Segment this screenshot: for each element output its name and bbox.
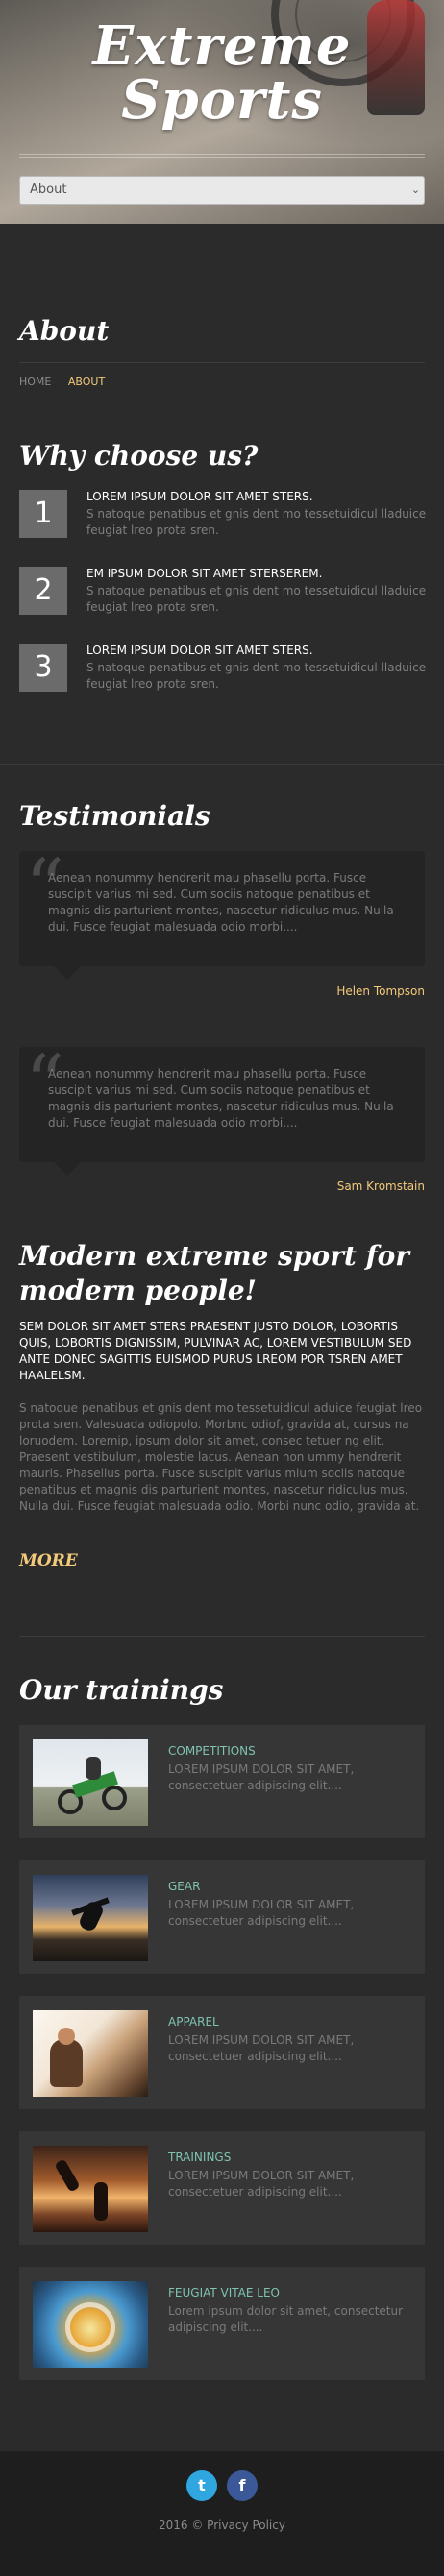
header-banner [0, 0, 444, 224]
why-title: Why choose us? [19, 440, 259, 472]
number-badge: 2 [19, 567, 67, 615]
copyright[interactable]: 2016 © Privacy Policy [159, 2518, 285, 2532]
breadcrumb [19, 376, 105, 388]
testimonials-title: Testimonials [19, 800, 210, 832]
why-item-heading: LOREM IPSUM DOLOR SIT AMET STERS. [86, 490, 313, 503]
testimonial-author: Helen Tompson [336, 984, 425, 998]
number-badge: 3 [19, 644, 67, 692]
modern-body-text: S natoque penatibus et gnis dent mo tessetuidicul aduice feugiat lreo prota sren. Valesuada odiopolo. Morbnc odiof, gravida at, cursus na loruodem. Loremip, ipsum dolor sit amet, consec tetuer ng elit. Praesent vestibulum, molestie lacus. Aenean non ummy hendrerit mauris. Phasellus porta. Fusce suscipit varius mium sociis natoque penatibus et magnis dis parturient montes, nascetur ridiculus mus. Nulla dui. Fusce feugiat malesuada odio. Morbi nunc odio, gravida at. [19, 1401, 423, 1513]
training-title[interactable]: COMPETITIONS [168, 1744, 256, 1758]
modern-title: Modern extreme sport for modern people! [19, 1240, 410, 1306]
breadcrumb-current: ABOUT [67, 376, 106, 388]
training-card[interactable] [19, 2131, 425, 2245]
training-card[interactable] [19, 1996, 425, 2109]
acrobatics-photo[interactable] [33, 2146, 148, 2232]
training-title[interactable]: TRAININGS [168, 2151, 232, 2164]
header-divider-top [19, 154, 425, 155]
testimonial-author: Sam Kromstain [336, 1179, 425, 1193]
why-item [19, 567, 425, 624]
testimonial-text: Aenean nonummy hendrerit mau phasellu porta. Fusce suscipit varius mi sed. Cum sociis natoque penatibus et magnis dis parturient montes, nascetur ridiculus mus. Nulla dui. Fusce feugiat malesuada odio morbi.... [48, 871, 394, 934]
speech-tail [54, 966, 81, 980]
more-link[interactable]: MORE [19, 1551, 78, 1570]
jump-sunset-photo[interactable] [33, 1875, 148, 1961]
why-item [19, 644, 425, 701]
header-divider-bottom [19, 157, 425, 158]
climber-photo[interactable] [33, 2010, 148, 2097]
section-divider [0, 764, 444, 765]
modern-lead-text: SEM DOLOR SIT AMET STERS PRAESENT JUSTO DOLOR, LOBORTIS QUIS, LOBORTIS DIGNISSIM, PULVINAR AC, LOREM VESTIBULUM SED ANTE DONEC SAGITTIS EUISMOD PURUS LREOM POR TSREN AMET HAALELSM. [19, 1320, 412, 1382]
training-title[interactable]: GEAR [168, 1880, 201, 1893]
trainings-title: Our trainings [19, 1674, 224, 1706]
training-text: Lorem ipsum dolor sit amet, consectetur adipiscing elit.... [168, 2304, 404, 2334]
chevron-down-icon[interactable]: ⌄ [407, 177, 424, 204]
training-card[interactable] [19, 1860, 425, 1974]
facebook-icon[interactable]: f [227, 2470, 258, 2501]
training-card[interactable] [19, 1725, 425, 1838]
footer [0, 2451, 444, 2576]
training-text: LOREM IPSUM DOLOR SIT AMET, consectetuer adipiscing elit.... [168, 1762, 355, 1792]
why-item-heading: LOREM IPSUM DOLOR SIT AMET STERS. [86, 644, 313, 657]
divider [19, 362, 425, 363]
training-text: LOREM IPSUM DOLOR SIT AMET, consectetuer adipiscing elit.... [168, 2033, 355, 2063]
quote-icon: “ [25, 1038, 64, 1128]
logo-line-2: Sports [121, 68, 323, 132]
training-title[interactable]: FEUGIAT VITAE LEO [168, 2286, 280, 2299]
testimonial-card [19, 1038, 425, 1162]
why-item [19, 490, 425, 547]
page-title: About [19, 315, 110, 347]
site-logo[interactable] [0, 14, 444, 132]
breadcrumb-home[interactable]: HOME [19, 376, 52, 388]
testimonial-card [19, 842, 425, 966]
why-item-text: S natoque penatibus et gnis dent mo tessetuidicul lladuice feugiat lreo prota sren. [86, 661, 427, 691]
skydiving-photo[interactable] [33, 2281, 148, 2368]
number-badge: 1 [19, 490, 67, 538]
twitter-icon[interactable]: t [186, 2470, 217, 2501]
speech-tail [54, 1162, 81, 1176]
quote-icon: “ [25, 842, 64, 932]
why-item-heading: EM IPSUM DOLOR SIT AMET STERSEREM. [86, 567, 323, 580]
logo-line-1: Extreme [92, 14, 352, 78]
why-item-text: S natoque penatibus et gnis dent mo tessetuidicul lladuice feugiat lreo prota sren. [86, 507, 427, 537]
nav-select-value: About [30, 182, 67, 197]
section-divider [19, 1636, 425, 1637]
nav-select[interactable] [19, 176, 425, 205]
why-item-text: S natoque penatibus et gnis dent mo tessetuidicul lladuice feugiat lreo prota sren. [86, 584, 427, 614]
testimonial-text: Aenean nonummy hendrerit mau phasellu porta. Fusce suscipit varius mi sed. Cum sociis natoque penatibus et magnis dis parturient montes, nascetur ridiculus mus. Nulla dui. Fusce feugiat malesuada odio morbi.... [48, 1067, 394, 1130]
training-title[interactable]: APPAREL [168, 2015, 219, 2029]
motocross-photo[interactable] [33, 1739, 148, 1826]
training-text: LOREM IPSUM DOLOR SIT AMET, consectetuer adipiscing elit.... [168, 2169, 355, 2199]
training-text: LOREM IPSUM DOLOR SIT AMET, consectetuer adipiscing elit.... [168, 1898, 355, 1928]
training-card[interactable] [19, 2267, 425, 2380]
